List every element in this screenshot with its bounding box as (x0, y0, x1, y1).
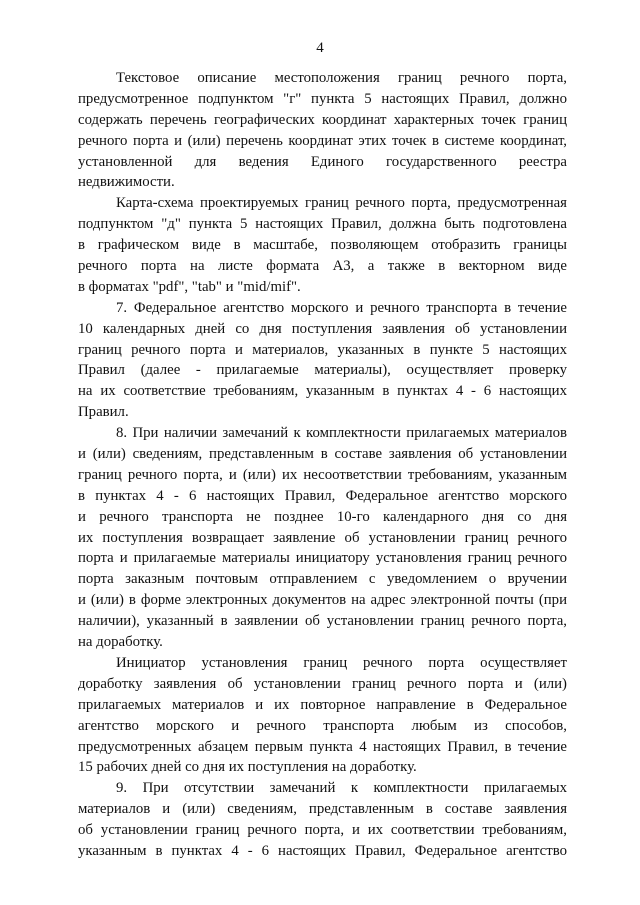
text-line: предусмотренное подпунктом "г" пункта 5 настоящих Правил, должно (78, 90, 567, 107)
text-line: в пунктах 4 - 6 настоящих Правил, Федеральное агентство морского (78, 487, 567, 504)
text-line: в графическом виде в масштабе, позволяющем отобразить границы (78, 237, 567, 254)
text-line: на их соответствие требованиям, указанным в пунктах 4 - 6 настоящих (78, 383, 567, 400)
text-line: порта и прилагаемые материалы инициатору установления границ речного (78, 550, 567, 567)
text-line: и речного транспорта не позднее 10-го календарного дня со дня (78, 508, 567, 525)
text-line: речного порта и (или) перечень координат этих точек в системе координат, (78, 132, 567, 149)
text-line: 7. Федеральное агентство морского и речного транспорта в течение (116, 299, 567, 316)
text-line: доработку заявления об установлении границ речного порта и (или) (78, 675, 567, 692)
text-line: на доработку. (78, 634, 163, 651)
text-line: наличии), указанный в заявлении об установлении границ речного порта, (78, 613, 567, 630)
text-line: порта заказным почтовым отправлением с уведомлением о вручении (78, 571, 567, 588)
text-line: установленной для ведения Единого государственного реестра (78, 153, 567, 170)
page-number: 4 (316, 40, 324, 56)
text-line: Правил (далее - прилагаемые материалы), осуществляет проверку (78, 362, 567, 379)
text-line: прилагаемых материалов и их повторное направление в Федеральное (78, 696, 567, 713)
text-line: Правил. (78, 404, 129, 421)
text-line: и (или) в форме электронных документов на адрес электронной почты (при (78, 592, 567, 609)
text-line: Инициатор установления границ речного порта осуществляет (116, 654, 567, 671)
text-line: границ речного порта, и (или) их несоответствии требованиям, указанным (78, 466, 567, 483)
text-line: Карта-схема проектируемых границ речного порта, предусмотренная (116, 195, 567, 212)
text-line: 9. При отсутствии замечаний к комплектности прилагаемых (116, 780, 567, 797)
text-line: материалов и (или) сведениям, представленным в составе заявления (78, 801, 567, 818)
text-line: предусмотренных абзацем первым пункта 4 настоящих Правил, в течение (78, 738, 567, 755)
text-line: в форматах "pdf", "tab" и "mid/mif". (78, 278, 301, 295)
text-line: указанным в пунктах 4 - 6 настоящих Правил, Федеральное агентство (78, 842, 567, 859)
document-body (78, 68, 567, 862)
text-line: Текстовое описание местоположения границ речного порта, (116, 70, 567, 86)
text-line: границ речного порта и материалов, указанных в пункте 5 настоящих (78, 341, 567, 358)
text-line: подпунктом "д" пункта 5 настоящих Правил, должна быть подготовлена (78, 216, 567, 233)
text-line: содержать перечень географических координат характерных точек границ (78, 111, 567, 128)
text-line: недвижимости. (78, 174, 175, 191)
text-line: 15 рабочих дней со дня их поступления на доработку. (78, 759, 417, 776)
text-line: и (или) сведениям, представленным в составе заявления об установлении (78, 446, 567, 463)
text-line: агентство морского и речного транспорта любым из способов, (78, 717, 567, 734)
text-line: речного порта на листе формата А3, а также в векторном виде (78, 258, 567, 275)
text-line: 8. При наличии замечаний к комплектности прилагаемых материалов (116, 425, 567, 442)
text-line: об установлении границ речного порта, и их соответствии требованиям, (78, 822, 567, 839)
text-line: их поступления возвращает заявление об установлении границ речного (78, 529, 567, 546)
text-line: 10 календарных дней со дня поступления заявления об установлении (78, 320, 567, 337)
